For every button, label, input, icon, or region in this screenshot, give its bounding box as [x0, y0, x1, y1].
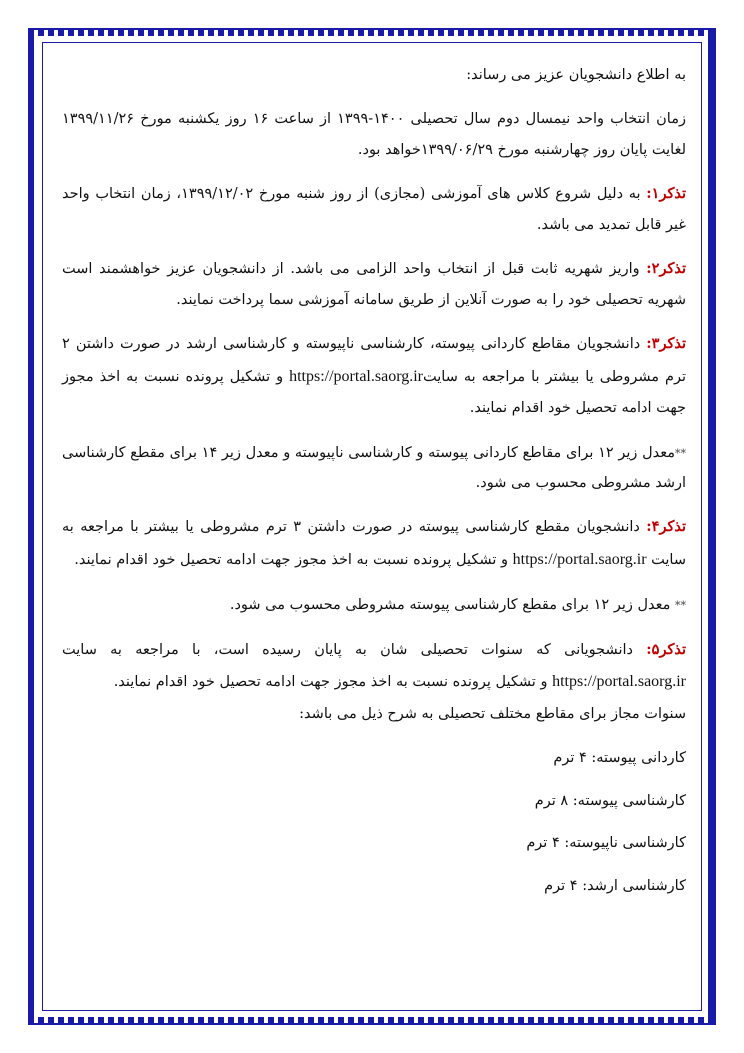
note-4-text-before: دانشجویان مقطع کارشناسی پیوسته در صورت داشتن ۳ ترم مشروطی یا بیشتر با مراجعه به سایت	[62, 519, 686, 568]
gpa-note-1-text: معدل زیر ۱۲ برای مقاطع کاردانی پیوسته و کارشناسی ناپیوسته و معدل زیر ۱۴ برای مقطع کارشناسی ارشد مشروطی محسوب می شود.	[62, 444, 686, 491]
gpa-note-1-stars: **	[675, 446, 686, 460]
intro-line: به اطلاع دانشجویان عزیز می رساند:	[466, 67, 686, 83]
duration-item: کاردانی پیوسته: ۴ ترم	[553, 750, 686, 767]
note-1	[62, 179, 686, 240]
note-1-label: تذکر۱:	[646, 185, 686, 203]
note-4-text-after: و تشکیل پرونده نسبت به اخذ مجوز جهت ادامه تحصیل خود اقدام نمایند.	[74, 551, 513, 568]
note-4	[62, 512, 686, 576]
note-4-portal-link[interactable]: https://portal.saorg.ir	[512, 550, 647, 568]
note-3-text-after: و تشکیل پرونده نسبت به اخذ مجوز جهت ادامه تحصیل خود اقدام نمایند.	[62, 368, 686, 417]
note-1-text: به دلیل شروع کلاس های آموزشی (مجازی) از روز شنبه مورخ ۱۳۹۹/۱۲/۰۲، زمان انتخاب واحد غیر قابل تمدید می باشد.	[62, 186, 686, 233]
note-5-allowed-intro: سنوات مجاز برای مقاطع مختلف تحصیلی به شرح ذیل می باشد:	[299, 705, 686, 722]
note-2-text: واریز شهریه ثابت قبل از انتخاب واحد الزامی می باشد. از دانشجویان عزیز خواهشمند است شهریه تحصیلی خود را به صورت آنلاین از طریق سامانه آموزشی سما پرداخت نمایند.	[62, 261, 686, 308]
schedule-line-1: زمان انتخاب واحد نیمسال دوم سال تحصیلی ۱۴۰۰-۱۳۹۹ از ساعت ۱۶ روز یکشنبه مورخ ۱۳۹۹/۱۱/۲۶ لغایت	[62, 111, 686, 158]
note-4-label: تذکر۴:	[646, 518, 686, 536]
announcement-body	[62, 60, 686, 913]
note-3	[62, 329, 686, 423]
schedule-paragraph	[62, 104, 686, 165]
allowed-duration-list	[62, 743, 686, 901]
duration-item: کارشناسی پیوسته: ۸ ترم	[534, 792, 686, 809]
note-5-text-after: و تشکیل پرونده نسبت به اخذ مجوز جهت ادامه تحصیل خود اقدام نمایند.	[113, 674, 553, 691]
note-2-label: تذکر۲:	[646, 260, 686, 278]
note-3-text-before: دانشجویان مقاطع کاردانی پیوسته، کارشناسی ناپیوسته و کارشناسی ارشد در صورت داشتن ۲ ترم مشروطی یا بیشتر با مراجعه به سایت	[62, 336, 687, 385]
duration-item: کارشناسی ناپیوسته: ۴ ترم	[526, 835, 686, 852]
note-3-label: تذکر۳:	[646, 335, 686, 353]
note-2	[62, 254, 686, 315]
note-5-label: تذکر۵:	[646, 640, 686, 658]
gpa-note-2-text: معدل زیر ۱۲ برای مقطع کارشناسی پیوسته مشروطی محسوب می شود.	[229, 597, 675, 614]
duration-item: کارشناسی ارشد: ۴ ترم	[544, 877, 686, 894]
gpa-note-2	[62, 590, 686, 620]
gpa-note-2-stars: **	[675, 599, 686, 613]
note-5-portal-link[interactable]: https://portal.saorg.ir	[552, 673, 686, 691]
gpa-note-1	[62, 438, 686, 499]
note-3-portal-link[interactable]: https://portal.saorg.ir	[289, 367, 424, 385]
schedule-line-2: پایان روز چهارشنبه مورخ ۱۳۹۹/۰۶/۲۹خواهد بود.	[357, 141, 648, 158]
note-5	[62, 635, 686, 729]
note-5-text-before: دانشجویانی که سنوات تحصیلی شان به پایان رسیده است، با مراجعه به سایت	[62, 641, 647, 658]
